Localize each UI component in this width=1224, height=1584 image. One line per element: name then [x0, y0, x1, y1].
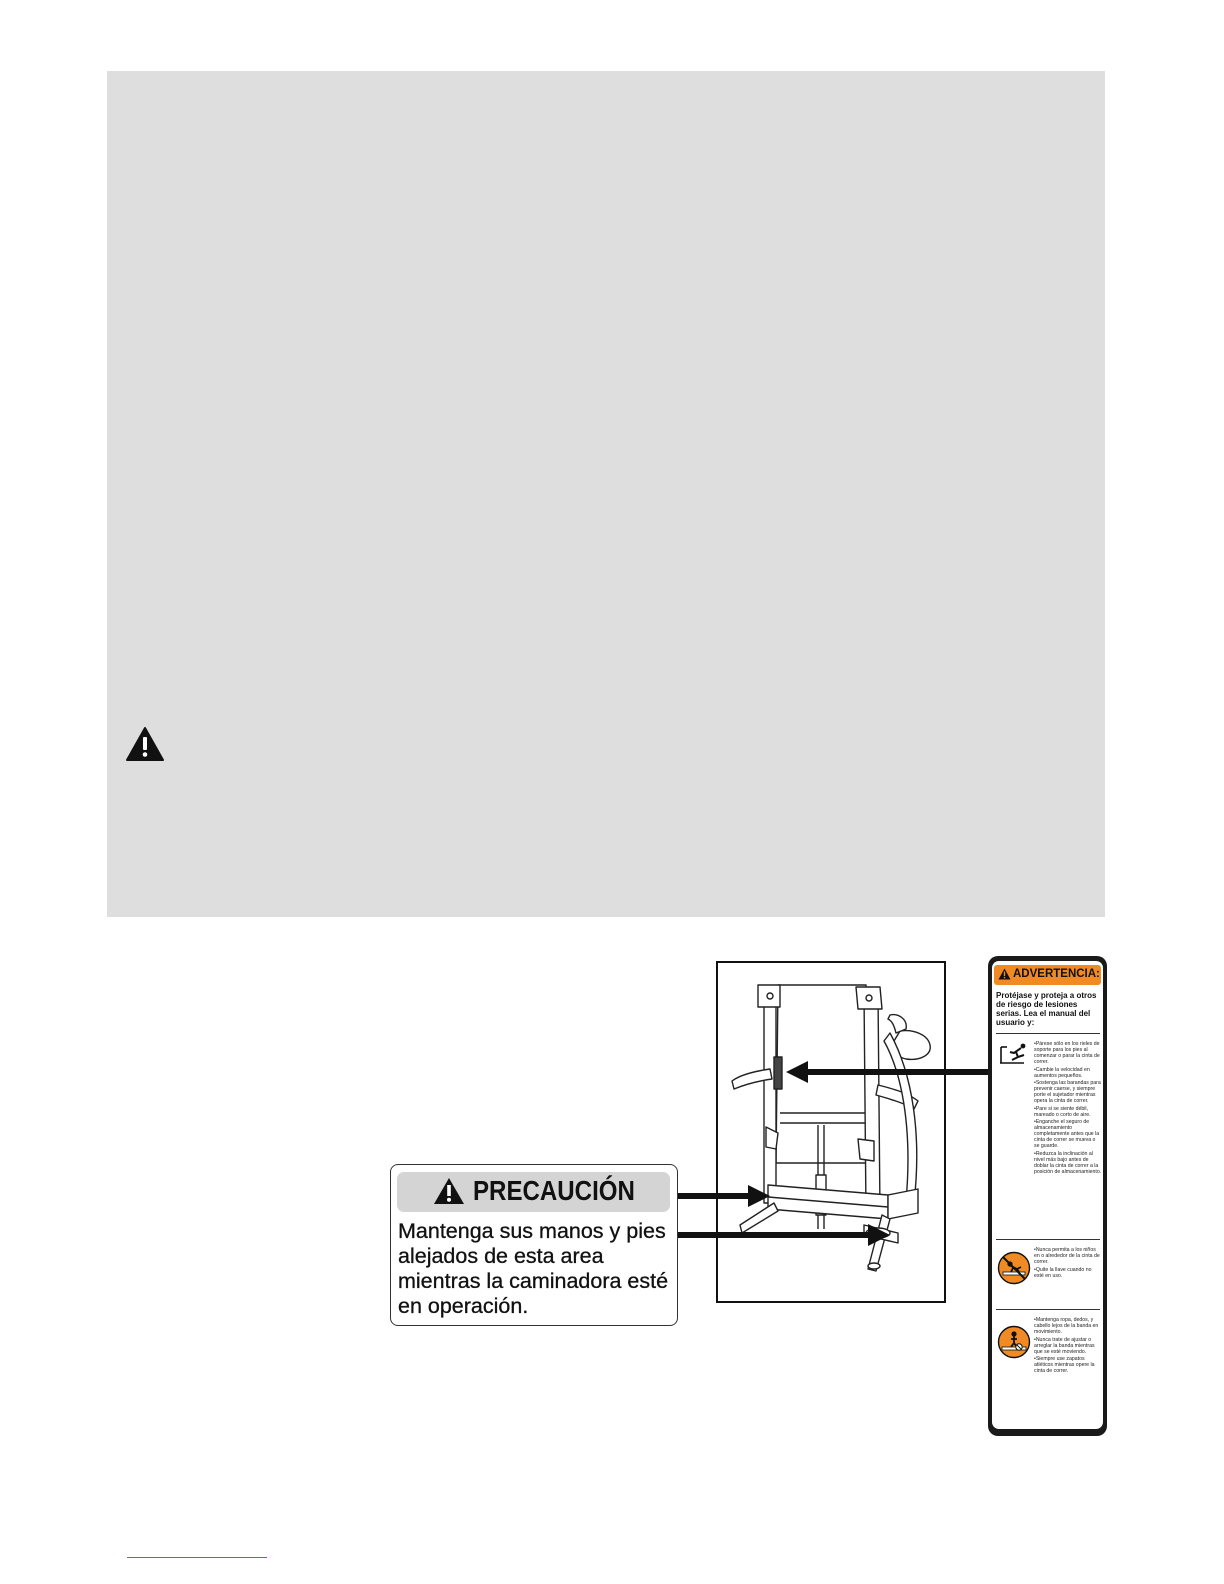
warning-section-2 — [1034, 1247, 1102, 1280]
caution-body — [398, 1219, 678, 1319]
warning-sticker — [988, 956, 1107, 1436]
warning-section-1 — [1034, 1041, 1102, 1177]
caution-title: PRECAUCIÓN — [473, 1175, 635, 1206]
warning-item: •Siempre use zapatos atléticos mientras opere la cinta de correr. — [1034, 1356, 1095, 1375]
warning-intro: Protéjase y proteja a otros de riesgo de lesiones serias. Lea el manual del usuario y: — [996, 991, 1097, 1027]
warning-item: •Pare si se siente débil, mareado o corto de aire. — [1034, 1105, 1091, 1118]
divider — [996, 1033, 1100, 1034]
caution-line: mientras la caminadora esté — [398, 1269, 669, 1293]
warning-item: •Enganche el seguro de almacenamiento completamente antes que la cinta de correr se mueva o se guarde. — [1034, 1119, 1100, 1150]
warning-triangle-icon — [125, 726, 165, 762]
person-falling-icon — [998, 1041, 1030, 1067]
treadmill-figure — [716, 961, 946, 1303]
arrow-to-base-lower — [678, 1224, 890, 1246]
no-hands-icon — [997, 1325, 1031, 1359]
warning-title: ADVERTENCIA: — [1013, 968, 1100, 980]
caution-line: en operación. — [398, 1294, 529, 1318]
warning-header — [994, 965, 1101, 985]
warning-sticker-body — [992, 961, 1103, 1429]
divider — [996, 1309, 1100, 1310]
footer-link-underline — [127, 1557, 267, 1558]
warning-item: •Párese sólo en los rieles de soporte para los pies al comenzar o parar la cinta de correr. — [1034, 1041, 1100, 1065]
caution-line: Mantenga sus manos y pies — [398, 1219, 666, 1243]
warning-item: •Reduzca la inclinación al nivel más bajo antes de doblar la cinta de correr a la posición de almacenamiento. — [1034, 1150, 1102, 1175]
no-children-icon — [997, 1251, 1031, 1285]
warning-section-3 — [1034, 1317, 1102, 1376]
grey-content-panel — [107, 71, 1105, 917]
caution-line: alejados de esta area — [398, 1244, 604, 1268]
caution-label — [390, 1164, 678, 1326]
warning-item: •Mantenga ropa, dedos, y cabello lejos de la banda en movimiento. — [1034, 1317, 1099, 1335]
warning-item: •Cambie la velocidad en aumentos pequeños. — [1034, 1066, 1090, 1079]
warning-triangle-icon — [998, 968, 1011, 980]
warning-item: •Nunca trate de ajustar o arreglar la banda mientras que se esté moviendo. — [1034, 1336, 1095, 1355]
warning-item: •Quite la llave cuando no esté en uso. — [1034, 1266, 1092, 1279]
treadmill-illustration — [718, 963, 944, 1301]
warning-triangle-icon — [433, 1177, 465, 1205]
caution-header — [397, 1172, 670, 1212]
arrow-to-upright — [786, 1061, 990, 1083]
warning-item: •Nunca permita a los niños en o alrededor de la cinta de correr. — [1034, 1247, 1100, 1265]
warning-item: •Sostenga las barandas para prevenir caerse, y siempre porte el sujetador mientras opera la cinta de correr. — [1034, 1080, 1101, 1105]
arrow-to-base-upper — [678, 1185, 770, 1207]
divider — [996, 1239, 1100, 1240]
